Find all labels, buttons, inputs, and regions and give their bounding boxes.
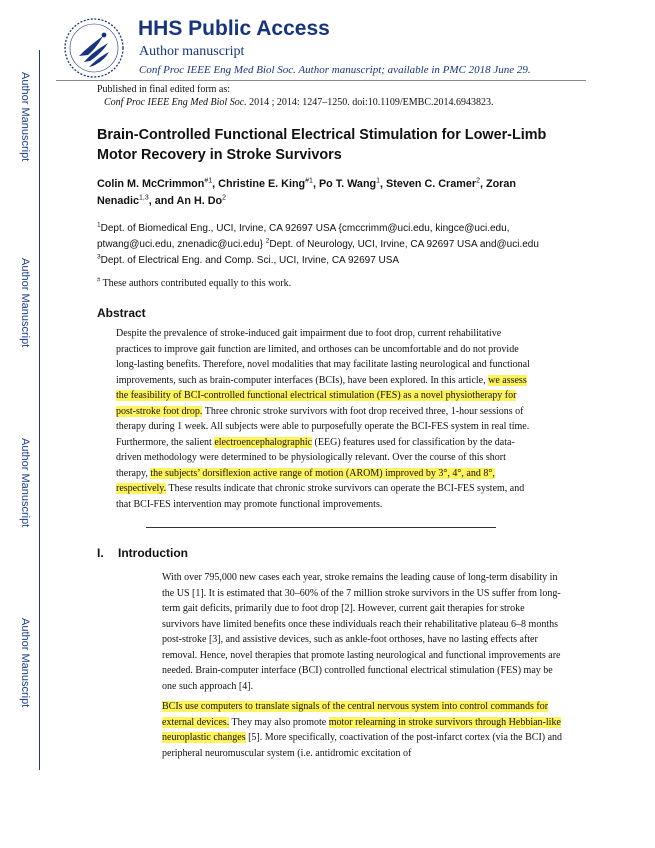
author-manuscript-label: Author manuscript — [139, 44, 245, 59]
published-label: Published in final edited form as: — [97, 84, 231, 95]
hhs-title: HHS Public Access — [138, 17, 330, 40]
intro-paragraph-1: With over 795,000 new cases each year, stroke remains the leading cause of long-term disability in the US [1]. It is estimated that 30–60% of the 7 million stroke survivors in the US suffer from long-term gait deficits, primarily due to foot drop [2]. However, current gait therapies for stroke survivors have limited benefits once these individuals reach their rehabilitative plateau 6–8 months post-stroke [3], and assistive devices, such as ankle-foot orthoses, have no lasting effects after removal. Hence, novel therapies that promote lasting neurological and functional improvements are needed. Brain-computer interface (BCI) controlled functional electrical stimulation (FES) may be one such approach [4]. — [162, 572, 561, 692]
author-affil-mark: 2 — [476, 177, 480, 185]
intro-paragraph-2 — [162, 699, 564, 761]
abstract-text: Despite the prevalence of stroke-induced gait impairment due to foot drop, current rehabilitative practices to improve gait function are limited, and orthoses can be uncomfortable and do not provide long-lasting benefits. Therefore, novel modalities that may facilitate lasting neurological and functional improvements, such as brain-computer interfaces (BCIs), have been explored. In this article, — [116, 328, 530, 386]
affiliation-3: Dept. of Electrical Eng. and Comp. Sci., UCI, Irvine, CA 92697 USA — [100, 255, 400, 266]
citation-details: 2014 ; 2014: 1247–1250. doi:10.1109/EMBC.2014.6943823. — [246, 97, 494, 108]
separator: , — [479, 178, 486, 190]
paragraph-text: They may also promote — [229, 716, 329, 728]
author-list — [97, 176, 537, 210]
journal-name: Conf Proc IEEE Eng Med Biol Soc. — [104, 97, 247, 108]
author-affil-mark: 1 — [376, 177, 381, 185]
author-name: Colin M. McCrimmon — [97, 178, 205, 190]
highlight: electroencephalographic — [214, 436, 313, 448]
affil-mark: 3 — [97, 253, 101, 261]
section-divider — [146, 527, 496, 528]
affiliation-2: Dept. of Neurology, UCI, Irvine, CA 92697 USA and@uci.edu — [269, 239, 539, 250]
highlight: we assess the feasibility of BCI-controlled functional electrical stimulation (FES) as a novel physiotherapy for post-stroke foot drop. — [116, 374, 527, 417]
affiliation-1: Dept. of Biomedical Eng., UCI, Irvine, CA 92697 USA {cmccrimm@uci.edu, kingce@uci.edu, ptwang@uci.edu, znenadic@uci.edu} — [97, 223, 510, 250]
author-name: Po T. Wang — [318, 178, 377, 190]
hhs-logo-icon — [62, 16, 126, 80]
author-affil-mark: 2 — [222, 194, 227, 202]
author-affil-mark: 1,3 — [139, 194, 149, 202]
side-label-1: Author Manuscript — [19, 72, 31, 162]
side-label-3: Author Manuscript — [19, 438, 31, 528]
note-mark: # — [97, 276, 101, 284]
affil-mark: 2 — [265, 237, 270, 245]
note-text: These authors contributed equally to this work. — [100, 278, 292, 289]
paragraph-text: [5]. More specifically, coactivation of the post-infarct cortex (via the BCI) and peripheral neuromuscular system (i.e. antidromic excitation of — [162, 732, 563, 759]
header-rule — [56, 80, 586, 81]
highlight: BCIs use computers to translate signals of the central nervous system into control commands for external devices. — [162, 701, 549, 728]
separator: , — [312, 178, 319, 190]
author-name: Christine E. King — [218, 178, 306, 190]
side-label-4: Author Manuscript — [19, 618, 31, 708]
abstract-text: Three chronic stroke survivors with foot drop received three, 1-hour sessions of therapy during 1 week. All subjects were able to purposefully operate the BCI-FES system in real time. Furthermore, the salient — [116, 405, 530, 448]
introduction-heading: Introduction — [118, 546, 188, 560]
highlight: the subjects’ dorsiflexion active range of motion (AROM) improved by 3°, 4°, and 8°, respectively. — [116, 467, 495, 494]
separator: , and — [148, 195, 177, 207]
margin-rule — [39, 50, 40, 770]
affil-mark: 1 — [97, 221, 101, 229]
highlight: motor relearning in stroke survivors through Hebbian-like neuroplastic changes — [162, 716, 561, 743]
author-name: Steven C. Cramer — [386, 178, 477, 190]
separator: , — [212, 178, 219, 190]
equal-contribution-note — [97, 278, 291, 289]
author-name: An H. Do — [176, 195, 223, 207]
published-citation — [104, 97, 494, 108]
affiliations — [97, 221, 547, 269]
section-number: I. — [97, 546, 104, 560]
separator: , — [380, 178, 387, 190]
author-affil-mark: #1 — [305, 177, 313, 185]
side-label-2: Author Manuscript — [19, 258, 31, 348]
author-affil-mark: #1 — [204, 177, 213, 185]
abstract-text: These results indicate that chronic stroke survivors can operate the BCI-FES system, and that BCI-FES intervention may promote functional improvements. — [116, 483, 525, 510]
abstract-heading: Abstract — [97, 306, 146, 320]
abstract-text: (EEG) features used for classification by the data-driven methodology were determined to be physiologically relevant. Over the course of this short therapy, — [116, 436, 515, 479]
paper-title: Brain-Controlled Functional Electrical Stimulation for Lower-Limb Motor Recovery in Stroke Survivors — [97, 127, 547, 163]
abstract-body — [116, 326, 536, 512]
author-name: Zoran Nenadic — [97, 178, 516, 207]
header-citation: Conf Proc IEEE Eng Med Biol Soc. Author manuscript; available in PMC 2018 June 29. — [139, 64, 531, 76]
